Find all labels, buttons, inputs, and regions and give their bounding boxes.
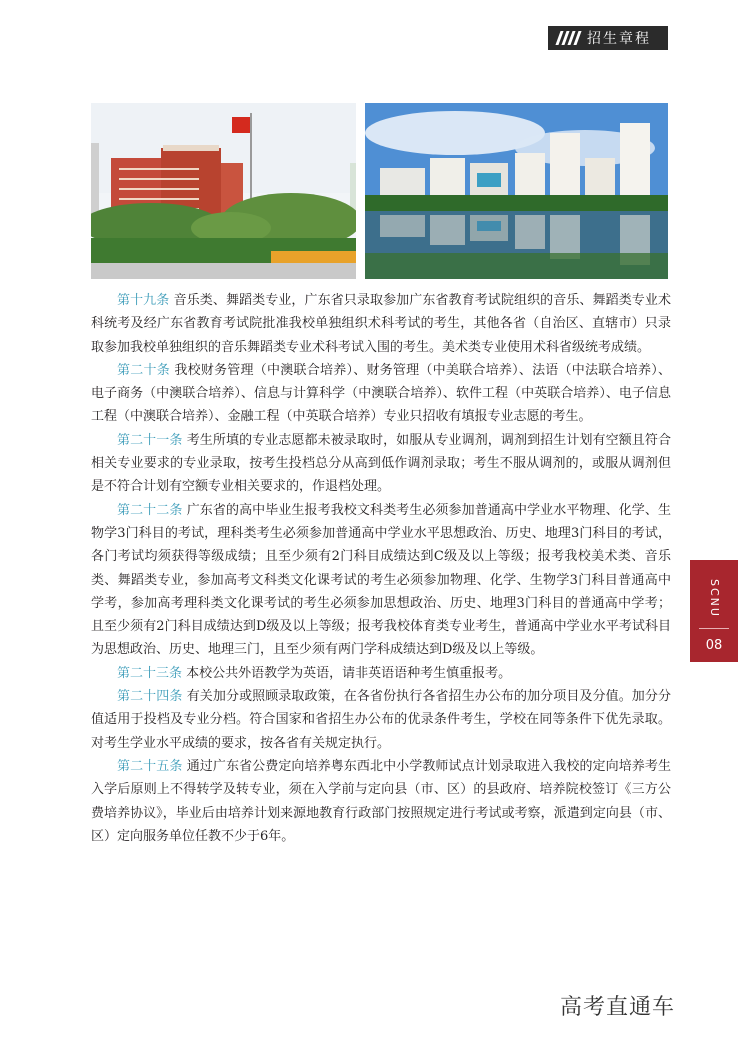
article-24 [91, 685, 671, 755]
campus-photo-right [365, 103, 668, 279]
article-label: 第二十条 [117, 362, 170, 378]
campus-photo-left [91, 103, 356, 279]
article-23 [91, 662, 671, 685]
page-number: 08 [705, 638, 723, 653]
article-22 [91, 499, 671, 662]
stripes-decoration [558, 31, 579, 45]
article-21 [91, 429, 671, 499]
article-label: 第十九条 [117, 293, 170, 308]
article-text: 考生所填的专业志愿都未被录取时，如服从专业调剂，调剂到招生计划有空额且符合相关专业要求的专业录取，按考生投档总分从高到低作调剂录取；考生不服从调剂的，或服从调剂但是不符合计划有空额专业相关要求的，作退档处理。 [91, 432, 671, 495]
article-text: 广东省的高中毕业生报考我校文科类考生必须参加普通高中学业水平物理、化学、生物学3门科目的考试，理科类考生必须参加普通高中学业水平思想政治、历史、地理3门科目的考试，各门考试均须获得等级成绩；且至少须有2门科目成绩达到C级及以上等级；报考我校美术类、音乐类、舞蹈类专业，参加高考文科类文化课考试的考生必须参加物理、化学、生物学3门科目普通高中学考，参加高考理科类文化课考试的考生必须参加思想政治、历史、地理3门科目的普通高中学考；且至少须有2门科目成绩达到D级及以上等级；报考我校体育类专业考生，普通高中学业水平考试科目为思想政治、历史、地理三门，且至少须有两门学科成绩达到D级及以上等级。 [91, 502, 671, 658]
article-label: 第二十五条 [117, 758, 183, 774]
article-text: 有关加分或照顾录取政策，在各省份执行各省招生办公布的加分项目及分值。加分分值适用于投档及专业分档。符合国家和省招生办公布的优录条件考生，学校在同等条件下优先录取。对考生学业水平成绩的要求，按各省有关规定执行。 [91, 689, 671, 751]
article-19 [91, 289, 671, 359]
article-label: 第二十一条 [117, 432, 183, 448]
side-page-tab [690, 560, 738, 662]
section-title: 招生章程 [587, 31, 651, 47]
article-20 [91, 359, 671, 429]
university-code: SCNU [708, 578, 721, 618]
regulations-text [91, 289, 671, 848]
article-25 [91, 755, 671, 848]
article-text: 本校公共外语教学为英语，请非英语语种考生慎重报考。 [186, 665, 512, 681]
article-text: 通过广东省公费定向培养粤东西北中小学教师试点计划录取进入我校的定向培养考生入学后原则上不得转学及转专业，须在入学前与定向县（市、区）的县政府、培养院校签订《三方公费培养协议》，毕业后由培养计划来源地教育行政部门按照规定进行考试或考察，派遣到定向县（市、区）定向服务单位任教不少于6年。 [91, 758, 671, 844]
divider [699, 628, 729, 629]
article-text: 我校财务管理（中澳联合培养）、财务管理（中美联合培养）、法语（中法联合培养）、电子商务（中澳联合培养）、信息与计算科学（中澳联合培养）、软件工程（中英联合培养）、电子信息工程（中澳联合培养）、金融工程（中英联合培养）专业只招收有填报专业志愿的考生。 [91, 362, 671, 425]
watermark-text: 高考直通车 [560, 995, 676, 1020]
section-header-tab [548, 26, 668, 50]
article-text: 音乐类、舞蹈类专业，广东省只录取参加广东省教育考试院组织的音乐、舞蹈类专业术科统考及经广东省教育考试院批准我校单独组织术科考试的考生，其他各省（自治区、直辖市）只录取参加我校单独组织的音乐舞蹈类专业术科考试入围的考生。美术类专业使用术科省级统考成绩。 [91, 293, 671, 355]
article-label: 第二十二条 [117, 502, 183, 518]
article-label: 第二十三条 [117, 665, 183, 681]
article-label: 第二十四条 [117, 689, 183, 705]
